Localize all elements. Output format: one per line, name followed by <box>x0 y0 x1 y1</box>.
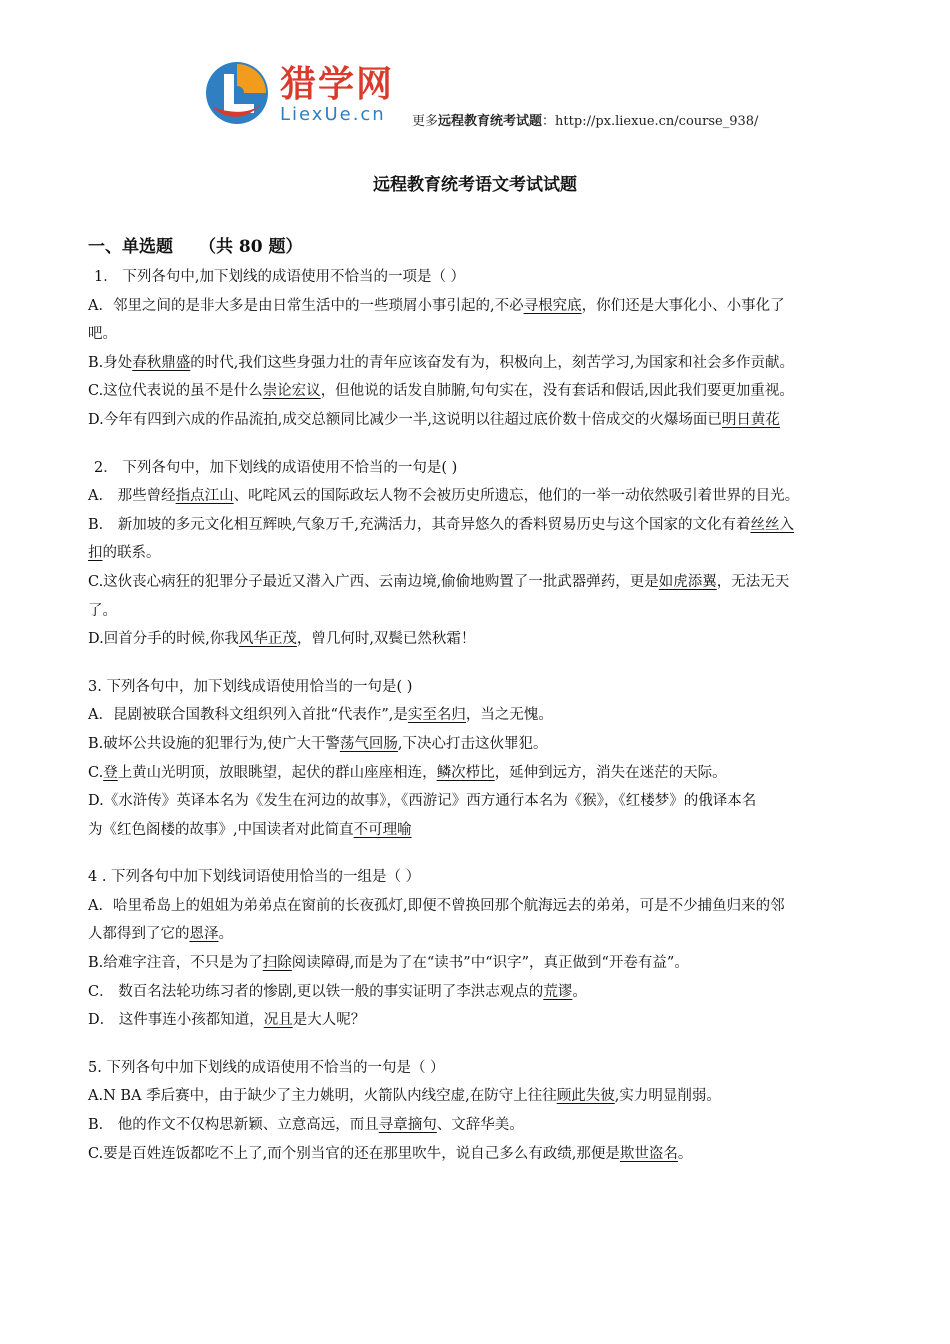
q5-option-c <box>88 1140 868 1169</box>
q1-c-underlined: 崇论宏议 <box>262 383 321 400</box>
q3-a-text-1: A．昆剧被联合国教科文组织列入首批“代表作”,是 <box>88 707 408 724</box>
site-header <box>204 56 924 128</box>
q1-option-a <box>88 292 868 321</box>
q5-option-a <box>88 1082 868 1111</box>
q2-option-c-cont: 了。 <box>88 602 117 619</box>
q3-option-d-cont <box>88 816 868 845</box>
question-4-stem: 4 . 下列各句中加下划线词语使用恰当的一组是（ ） <box>88 869 421 886</box>
q2-b-underlined-2: 扣 <box>88 545 103 562</box>
q2-a-text-2: 、叱咤风云的国际政坛人物不会被历史所遗忘，他们的一举一动依然吸引着世界的目光。 <box>233 488 800 505</box>
q5-a-text-2: ,实力明显削弱。 <box>614 1088 721 1105</box>
q4-option-d <box>88 1006 868 1035</box>
section-title <box>88 232 868 257</box>
q1-d-underlined: 明日黄花 <box>721 411 780 428</box>
q5-b-text-1: B． 他的作文不仅构思新颖、立意高远，而且 <box>88 1117 379 1134</box>
logo-text-cn: 猎学网 <box>280 64 395 105</box>
q2-b-text-1: B． 新加坡的多元文化相互辉映,气象万千,充满活力，其奇异悠久的香料贸易历史与这个国家的文化有着 <box>88 516 751 533</box>
q4-a-text-3: 。 <box>218 926 233 943</box>
q4-d-underlined: 况且 <box>263 1012 293 1029</box>
page-title: 远程教育统考语文考试试题 <box>373 175 577 195</box>
q4-b-text-1: B.给难字注音，不只是为了 <box>88 955 263 972</box>
q5-c-text-2: 。 <box>677 1145 693 1162</box>
q5-c-text-1: C.要是百姓连饭都吃不上了,而个别当官的还在那里吹牛，说自己多么有政绩,那便是 <box>88 1145 620 1162</box>
q3-a-underlined: 实至名归 <box>407 707 466 724</box>
q1-b-text-2: 的时代,我们这些身强力壮的青年应该奋发有为，积极向上，刻苦学习,为国家和社会多作贡献。 <box>190 354 794 371</box>
q2-b-text-2: 的联系。 <box>102 545 161 562</box>
q5-option-b <box>88 1111 868 1140</box>
q2-c-text-1: C.这伙丧心病狂的犯罪分子最近又潜入广西、云南边境,偷偷地购置了一批武器弹药，更是 <box>88 573 659 590</box>
q4-c-text-1: C． 数百名法轮功练习者的惨剧,更以铁一般的事实证明了李洪志观点的 <box>88 983 544 1000</box>
q4-a-underlined: 恩泽 <box>189 926 219 943</box>
q4-b-underlined: 扫除 <box>262 955 292 972</box>
q1-c-text-1: C.这位代表说的虽不是什么 <box>88 383 263 400</box>
q1-option-d <box>88 406 868 435</box>
q1-option-b <box>88 349 868 378</box>
q4-option-a: A．哈里希岛上的姐姐为弟弟点在窗前的长夜孤灯,即便不曾换回那个航海远去的弟弟，可是不少捕鱼归来的邻 <box>88 897 785 914</box>
q2-c-text-2: ，无法无天 <box>716 573 790 590</box>
q3-b-text-2: ,下决心打击这伙罪犯。 <box>397 735 548 752</box>
q4-d-text-2: 是大人呢？ <box>292 1012 366 1029</box>
q4-b-text-2: 阅读障碍,而是为了在“读书”中“识字”，真正做到“开卷有益”。 <box>291 955 689 972</box>
q1-b-text-1: B.身处 <box>88 354 133 371</box>
q2-c-underlined: 如虎添翼 <box>658 573 717 590</box>
question-3-stem: 3. 下列各句中，加下划线成语使用恰当的一句是( ) <box>88 678 413 695</box>
q4-option-b <box>88 949 868 978</box>
q3-option-a <box>88 701 868 730</box>
q2-a-text-1: A． 那些曾经 <box>88 488 176 505</box>
q5-c-underlined: 欺世盗名 <box>619 1145 678 1162</box>
q1-option-c <box>88 377 868 406</box>
q3-a-text-2: ，当之无愧。 <box>465 707 553 724</box>
q1-a-underlined: 寻根究底 <box>523 297 582 314</box>
q1-option-a-cont: 吧。 <box>88 326 117 343</box>
q2-option-d <box>88 625 868 654</box>
q4-c-underlined: 荒谬 <box>543 983 573 1000</box>
q2-d-text-2: ，曾几何时,双鬓已然秋霜！ <box>296 631 476 648</box>
q3-d-underlined: 不可理喻 <box>353 821 412 838</box>
q1-d-text-1: D.今年有四到六成的作品流拍,成交总额同比减少一半,这说明以往超过底价数十倍成交的火爆场面已 <box>88 411 722 428</box>
q3-c-underlined-2: 鳞次栉比 <box>436 764 495 781</box>
q4-option-a-cont <box>88 920 868 949</box>
q5-b-underlined: 寻章摘句 <box>378 1117 437 1134</box>
link-url[interactable]: http://px.liexue.cn/course_938/ <box>555 114 759 129</box>
q3-c-text-3: ，延伸到远方，消失在迷茫的天际。 <box>494 764 727 781</box>
q3-c-underlined-1: 登 <box>103 764 118 781</box>
q5-b-text-2: 、文辞华美。 <box>436 1117 524 1134</box>
q4-option-c <box>88 978 868 1007</box>
q3-c-text-1: C. <box>88 764 104 781</box>
q2-b-underlined-1: 丝丝入 <box>750 516 794 533</box>
q5-a-text-1: A.N BA 季后赛中，由于缺少了主力姚明，火箭队内线空虚,在防守上往往 <box>88 1088 557 1105</box>
q1-a-text-2: ，你们还是大事化小、小事化了 <box>581 297 785 314</box>
q5-a-underlined: 顾此失彼 <box>556 1088 615 1105</box>
logo-icon <box>204 60 270 126</box>
logo-text-en: LiexUe.cn <box>280 104 386 125</box>
question-2-stem: 2． 下列各句中，加下划线的成语使用不恰当的一句是( ) <box>94 459 458 476</box>
section-title-text: 一、单选题 <box>88 237 173 257</box>
section-count: （共 80 题） <box>199 237 303 257</box>
q2-option-b-cont <box>88 539 868 568</box>
q1-a-text-1: A．邻里之间的是非大多是由日常生活中的一些琐屑小事引起的,不必 <box>88 297 524 314</box>
q4-d-text-1: D． 这件事连小孩都知道， <box>88 1012 264 1029</box>
q2-d-underlined: 风华正茂 <box>238 631 297 648</box>
question-1-stem: 1． 下列各句中,加下划线的成语使用不恰当的一项是（ ） <box>94 269 466 285</box>
q1-b-underlined: 春秋鼎盛 <box>132 354 191 371</box>
q3-d-text-2: 为《红色阁楼的故事》,中国读者对此简直 <box>88 821 354 838</box>
question-5-stem: 5. 下列各句中加下划线的成语使用不恰当的一句是（ ） <box>88 1059 445 1076</box>
document-body <box>88 232 868 1168</box>
header-link[interactable] <box>412 110 758 129</box>
q3-b-underlined: 荡气回肠 <box>339 735 398 752</box>
link-bold: 远程教育统考试题 <box>438 114 543 129</box>
q2-option-b <box>88 511 868 540</box>
q1-c-text-2: ，但他说的话发自肺腑,句句实在，没有套话和假话,因此我们要更加重视。 <box>320 383 794 400</box>
q3-c-text-2: 上黄山光明顶，放眼眺望，起伏的群山座座相连， <box>117 764 437 781</box>
q2-option-c <box>88 568 868 597</box>
q3-option-c <box>88 759 868 788</box>
link-prefix: 更多 <box>412 114 439 129</box>
link-colon: ： <box>542 114 556 129</box>
q2-a-underlined: 指点江山 <box>175 488 234 505</box>
q2-d-text-1: D.回首分手的时候,你我 <box>88 631 239 648</box>
q3-option-d: D.《水浒传》英译本名为《发生在河边的故事》，《西游记》西方通行本名为《猴》，《红楼梦》的俄译本名 <box>88 793 757 810</box>
q3-option-b <box>88 730 868 759</box>
q3-b-text-1: B.破坏公共设施的犯罪行为,使广大干警 <box>88 735 340 752</box>
q4-a-text-2: 人都得到了它的 <box>88 926 190 943</box>
q4-c-text-2: 。 <box>572 983 587 1000</box>
q2-option-a <box>88 482 868 511</box>
